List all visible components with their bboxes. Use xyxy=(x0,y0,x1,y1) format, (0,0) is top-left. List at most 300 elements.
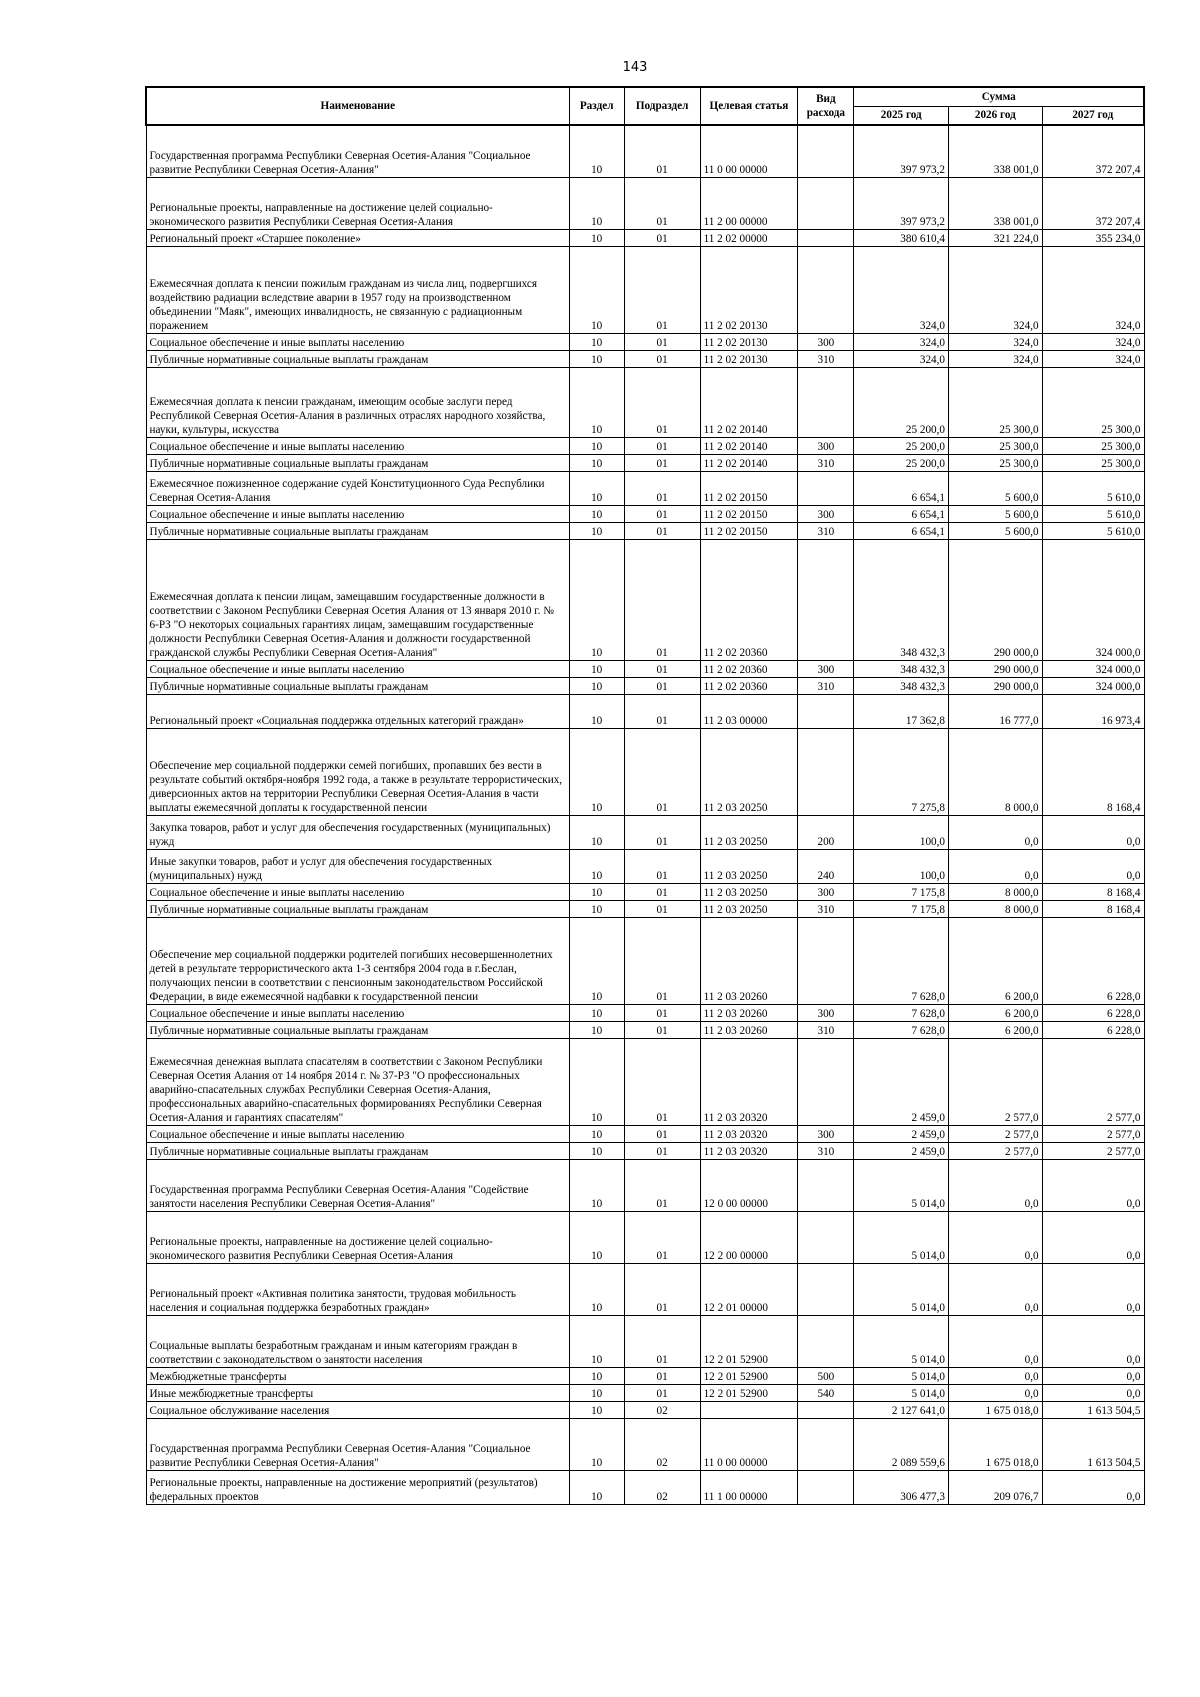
page-number: 143 xyxy=(622,60,648,75)
table-row xyxy=(146,1401,1144,1418)
cell-sum-2026: 25 300,0 xyxy=(949,437,1043,454)
cell-sum-2025: 6 654,1 xyxy=(854,522,949,539)
cell-podrazdel: 01 xyxy=(624,437,700,454)
table-row xyxy=(146,246,1144,333)
cell-podrazdel: 01 xyxy=(624,539,700,660)
cell-podrazdel: 01 xyxy=(624,471,700,505)
cell-razdel: 10 xyxy=(569,522,624,539)
cell-sum-2027: 372 207,4 xyxy=(1042,177,1144,229)
cell-sum-2027: 0,0 xyxy=(1042,1315,1144,1367)
cell-name: Социальное обеспечение и иные выплаты населению xyxy=(146,660,569,677)
cell-sum-2025: 25 200,0 xyxy=(854,454,949,471)
table-row xyxy=(146,1159,1144,1211)
cell-razdel: 10 xyxy=(569,1038,624,1125)
cell-podrazdel: 01 xyxy=(624,1315,700,1367)
table-row xyxy=(146,1211,1144,1263)
table-row xyxy=(146,505,1144,522)
cell-sum-2027: 1 613 504,5 xyxy=(1042,1418,1144,1470)
cell-target: 11 2 03 20320 xyxy=(700,1038,798,1125)
cell-sum-2026: 321 224,0 xyxy=(949,229,1043,246)
cell-target xyxy=(700,1401,798,1418)
cell-razdel: 10 xyxy=(569,849,624,883)
table-row xyxy=(146,900,1144,917)
cell-sum-2026: 25 300,0 xyxy=(949,454,1043,471)
cell-razdel: 10 xyxy=(569,900,624,917)
header-year-2026: 2026 год xyxy=(949,106,1043,125)
cell-target: 11 0 00 00000 xyxy=(700,125,798,177)
cell-expense: 310 xyxy=(798,677,854,694)
cell-expense: 300 xyxy=(798,883,854,900)
cell-podrazdel: 01 xyxy=(624,177,700,229)
cell-sum-2026: 0,0 xyxy=(949,1384,1043,1401)
table-row xyxy=(146,229,1144,246)
table-row xyxy=(146,1038,1144,1125)
cell-razdel: 10 xyxy=(569,1142,624,1159)
cell-name: Иные межбюджетные трансферты xyxy=(146,1384,569,1401)
cell-podrazdel: 01 xyxy=(624,728,700,815)
cell-expense xyxy=(798,1315,854,1367)
cell-sum-2026: 8 000,0 xyxy=(949,900,1043,917)
cell-expense xyxy=(798,1418,854,1470)
table-row xyxy=(146,1142,1144,1159)
cell-razdel: 10 xyxy=(569,728,624,815)
cell-razdel: 10 xyxy=(569,177,624,229)
cell-target: 11 2 03 20320 xyxy=(700,1125,798,1142)
table-row xyxy=(146,1384,1144,1401)
cell-sum-2026: 16 777,0 xyxy=(949,694,1043,728)
cell-expense: 310 xyxy=(798,522,854,539)
cell-sum-2027: 0,0 xyxy=(1042,1470,1144,1504)
cell-expense: 310 xyxy=(798,1021,854,1038)
cell-sum-2026: 324,0 xyxy=(949,333,1043,350)
cell-sum-2025: 2 459,0 xyxy=(854,1038,949,1125)
cell-target: 11 2 03 20260 xyxy=(700,1021,798,1038)
cell-target: 11 2 02 20360 xyxy=(700,660,798,677)
cell-target: 11 2 03 20250 xyxy=(700,883,798,900)
cell-target: 11 2 02 20150 xyxy=(700,522,798,539)
cell-target: 11 1 00 00000 xyxy=(700,1470,798,1504)
cell-name: Социальное обслуживание населения xyxy=(146,1401,569,1418)
cell-sum-2026: 338 001,0 xyxy=(949,125,1043,177)
cell-expense: 300 xyxy=(798,1004,854,1021)
cell-sum-2025: 380 610,4 xyxy=(854,229,949,246)
cell-expense xyxy=(798,728,854,815)
cell-sum-2026: 5 600,0 xyxy=(949,471,1043,505)
cell-razdel: 10 xyxy=(569,1211,624,1263)
cell-name: Региональный проект «Активная политика занятости, трудовая мобильность населения и социальная поддержка безработных граждан» xyxy=(146,1263,569,1315)
cell-sum-2026: 2 577,0 xyxy=(949,1125,1043,1142)
cell-name: Обеспечение мер социальной поддержки родителей погибших несовершеннолетних детей в результате террористического акта 1-3 сентября 2004 года в г.Беслан, получающих пенсии в соответствии с пенсионным законодательством Российской Федерации, в виде ежемесячной надбавки к государственной пенсии xyxy=(146,917,569,1004)
cell-razdel: 10 xyxy=(569,437,624,454)
cell-sum-2027: 0,0 xyxy=(1042,1159,1144,1211)
cell-razdel: 10 xyxy=(569,539,624,660)
cell-sum-2025: 348 432,3 xyxy=(854,539,949,660)
cell-expense: 540 xyxy=(798,1384,854,1401)
cell-sum-2025: 100,0 xyxy=(854,849,949,883)
table-row xyxy=(146,849,1144,883)
cell-sum-2027: 2 577,0 xyxy=(1042,1038,1144,1125)
cell-sum-2025: 348 432,3 xyxy=(854,660,949,677)
cell-expense xyxy=(798,1470,854,1504)
cell-razdel: 10 xyxy=(569,660,624,677)
cell-name: Публичные нормативные социальные выплаты гражданам xyxy=(146,900,569,917)
cell-name: Социальное обеспечение и иные выплаты населению xyxy=(146,437,569,454)
cell-name: Публичные нормативные социальные выплаты гражданам xyxy=(146,454,569,471)
cell-sum-2027: 8 168,4 xyxy=(1042,728,1144,815)
cell-name: Публичные нормативные социальные выплаты гражданам xyxy=(146,522,569,539)
cell-sum-2026: 2 577,0 xyxy=(949,1142,1043,1159)
cell-podrazdel: 01 xyxy=(624,333,700,350)
cell-expense xyxy=(798,1159,854,1211)
header-sum: Сумма xyxy=(854,87,1144,106)
cell-sum-2025: 7 275,8 xyxy=(854,728,949,815)
table-row xyxy=(146,539,1144,660)
cell-podrazdel: 01 xyxy=(624,1004,700,1021)
cell-podrazdel: 01 xyxy=(624,1021,700,1038)
cell-target: 11 2 02 00000 xyxy=(700,229,798,246)
cell-name: Ежемесячная доплата к пенсии лицам, замещавшим государственные должности в соответствии с Законом Республики Северная Осетия Алания от 13 января 2010 г. № 6-РЗ "О некоторых социальных гарантиях лицам, замещавшим государственные должности Республики Северная Осетия-Алания и должности государственной гражданской службы Республики Северная Осетия-Алания" xyxy=(146,539,569,660)
cell-expense: 310 xyxy=(798,1142,854,1159)
cell-name: Публичные нормативные социальные выплаты гражданам xyxy=(146,350,569,367)
cell-sum-2026: 25 300,0 xyxy=(949,367,1043,437)
table-row xyxy=(146,728,1144,815)
cell-target: 12 2 01 52900 xyxy=(700,1384,798,1401)
cell-razdel: 10 xyxy=(569,333,624,350)
cell-expense: 310 xyxy=(798,900,854,917)
cell-target: 11 2 03 20250 xyxy=(700,728,798,815)
cell-podrazdel: 01 xyxy=(624,454,700,471)
cell-name: Государственная программа Республики Северная Осетия-Алания "Содействие занятости населения Республики Северная Осетия-Алания" xyxy=(146,1159,569,1211)
cell-sum-2026: 209 076,7 xyxy=(949,1470,1043,1504)
cell-sum-2027: 355 234,0 xyxy=(1042,229,1144,246)
table-body xyxy=(146,125,1144,1504)
table-row xyxy=(146,883,1144,900)
table-row xyxy=(146,454,1144,471)
cell-name: Межбюджетные трансферты xyxy=(146,1367,569,1384)
cell-name: Обеспечение мер социальной поддержки семей погибших, пропавших без вести в результате событий октября-ноября 1992 года, а также в результате террористических, диверсионных актов на территории Республики Северная Осетия-Алания в части выплаты ежемесячной доплаты к государственной пенсии xyxy=(146,728,569,815)
cell-podrazdel: 01 xyxy=(624,660,700,677)
cell-target: 12 2 01 52900 xyxy=(700,1367,798,1384)
table-row xyxy=(146,437,1144,454)
cell-sum-2026: 0,0 xyxy=(949,1159,1043,1211)
table-row xyxy=(146,350,1144,367)
cell-target: 11 2 00 00000 xyxy=(700,177,798,229)
cell-sum-2025: 2 459,0 xyxy=(854,1125,949,1142)
cell-sum-2027: 0,0 xyxy=(1042,849,1144,883)
cell-target: 11 2 02 20140 xyxy=(700,367,798,437)
table-row xyxy=(146,1470,1144,1504)
cell-name: Публичные нормативные социальные выплаты гражданам xyxy=(146,677,569,694)
cell-sum-2027: 324 000,0 xyxy=(1042,677,1144,694)
table-row xyxy=(146,1263,1144,1315)
header-target: Целевая статья xyxy=(700,87,798,125)
cell-razdel: 10 xyxy=(569,125,624,177)
cell-sum-2025: 2 459,0 xyxy=(854,1142,949,1159)
cell-podrazdel: 01 xyxy=(624,917,700,1004)
cell-sum-2026: 0,0 xyxy=(949,1263,1043,1315)
cell-expense xyxy=(798,1263,854,1315)
cell-target: 11 2 02 20130 xyxy=(700,246,798,333)
cell-target: 11 2 02 20150 xyxy=(700,471,798,505)
cell-razdel: 10 xyxy=(569,917,624,1004)
table-header xyxy=(146,87,1144,125)
cell-target: 11 2 03 20260 xyxy=(700,1004,798,1021)
cell-expense xyxy=(798,177,854,229)
cell-sum-2026: 290 000,0 xyxy=(949,539,1043,660)
cell-sum-2026: 0,0 xyxy=(949,1315,1043,1367)
cell-name: Ежемесячная доплата к пенсии пожилым гражданам из числа лиц, подвергшихся воздействию радиации вследствие аварии в 1957 году на производственном объединении "Маяк", имеющих инвалидность, не связанную с радиационным поражением xyxy=(146,246,569,333)
cell-razdel: 10 xyxy=(569,471,624,505)
cell-name: Социальные выплаты безработным гражданам и иным категориям граждан в соответствии с законодательством о занятости населения xyxy=(146,1315,569,1367)
cell-expense xyxy=(798,1038,854,1125)
cell-name: Ежемесячная денежная выплата спасателям в соответствии с Законом Республики Северная Осетия Алания от 14 ноября 2014 г. № 37-РЗ "О профессиональных аварийно-спасательных службах Республики Северная Осетия-Алания, профессиональных аварийно-спасательных формированиях Республики Северная Осетия-Алания и гарантиях спасателям" xyxy=(146,1038,569,1125)
cell-razdel: 10 xyxy=(569,1418,624,1470)
cell-target: 12 2 01 00000 xyxy=(700,1263,798,1315)
cell-name: Публичные нормативные социальные выплаты гражданам xyxy=(146,1142,569,1159)
cell-expense: 300 xyxy=(798,437,854,454)
cell-name: Публичные нормативные социальные выплаты гражданам xyxy=(146,1021,569,1038)
cell-expense: 310 xyxy=(798,454,854,471)
cell-sum-2026: 0,0 xyxy=(949,815,1043,849)
cell-name: Региональный проект «Социальная поддержка отдельных категорий граждан» xyxy=(146,694,569,728)
cell-sum-2027: 372 207,4 xyxy=(1042,125,1144,177)
cell-name: Ежемесячное пожизненное содержание судей Конституционного Суда Республики Северная Осетия-Алания xyxy=(146,471,569,505)
cell-target: 11 2 03 20250 xyxy=(700,900,798,917)
cell-target: 11 2 03 20260 xyxy=(700,917,798,1004)
cell-expense xyxy=(798,471,854,505)
cell-sum-2025: 5 014,0 xyxy=(854,1211,949,1263)
cell-podrazdel: 01 xyxy=(624,1142,700,1159)
budget-table xyxy=(145,86,1145,1505)
cell-sum-2025: 2 127 641,0 xyxy=(854,1401,949,1418)
table-row xyxy=(146,1125,1144,1142)
cell-podrazdel: 01 xyxy=(624,849,700,883)
cell-sum-2026: 6 200,0 xyxy=(949,917,1043,1004)
cell-podrazdel: 02 xyxy=(624,1401,700,1418)
cell-sum-2026: 0,0 xyxy=(949,849,1043,883)
cell-expense: 300 xyxy=(798,660,854,677)
table-row xyxy=(146,1315,1144,1367)
cell-razdel: 10 xyxy=(569,1367,624,1384)
cell-target: 11 2 03 00000 xyxy=(700,694,798,728)
cell-sum-2025: 7 628,0 xyxy=(854,1021,949,1038)
header-year-2027: 2027 год xyxy=(1042,106,1144,125)
cell-sum-2026: 8 000,0 xyxy=(949,883,1043,900)
cell-sum-2027: 0,0 xyxy=(1042,1384,1144,1401)
cell-target: 11 2 03 20320 xyxy=(700,1142,798,1159)
cell-sum-2025: 348 432,3 xyxy=(854,677,949,694)
table-row xyxy=(146,677,1144,694)
cell-sum-2026: 0,0 xyxy=(949,1211,1043,1263)
cell-razdel: 10 xyxy=(569,815,624,849)
cell-name: Региональные проекты, направленные на достижение целей социально-экономического развития Республики Северная Осетия-Алания xyxy=(146,1211,569,1263)
cell-podrazdel: 01 xyxy=(624,1125,700,1142)
cell-sum-2026: 338 001,0 xyxy=(949,177,1043,229)
cell-sum-2027: 25 300,0 xyxy=(1042,437,1144,454)
cell-sum-2026: 5 600,0 xyxy=(949,522,1043,539)
cell-sum-2027: 6 228,0 xyxy=(1042,1004,1144,1021)
cell-podrazdel: 01 xyxy=(624,883,700,900)
cell-sum-2027: 1 613 504,5 xyxy=(1042,1401,1144,1418)
cell-sum-2027: 324 000,0 xyxy=(1042,660,1144,677)
cell-name: Ежемесячная доплата к пенсии гражданам, имеющим особые заслуги перед Республикой Северная Осетия-Алания в различных отраслях народного хозяйства, науки, культуры, искусства xyxy=(146,367,569,437)
cell-expense xyxy=(798,539,854,660)
cell-expense xyxy=(798,229,854,246)
cell-podrazdel: 01 xyxy=(624,522,700,539)
cell-name: Закупка товаров, работ и услуг для обеспечения государственных (муниципальных) нужд xyxy=(146,815,569,849)
cell-sum-2025: 7 175,8 xyxy=(854,900,949,917)
table-row xyxy=(146,1367,1144,1384)
cell-podrazdel: 01 xyxy=(624,815,700,849)
cell-sum-2025: 5 014,0 xyxy=(854,1315,949,1367)
header-expense: Вид расхода xyxy=(798,87,854,125)
cell-expense: 500 xyxy=(798,1367,854,1384)
cell-razdel: 10 xyxy=(569,1004,624,1021)
cell-podrazdel: 01 xyxy=(624,694,700,728)
cell-target: 11 2 03 20250 xyxy=(700,815,798,849)
cell-sum-2027: 2 577,0 xyxy=(1042,1142,1144,1159)
table-row xyxy=(146,660,1144,677)
cell-expense: 300 xyxy=(798,333,854,350)
cell-sum-2027: 25 300,0 xyxy=(1042,454,1144,471)
cell-name: Региональные проекты, направленные на достижение мероприятий (результатов) федеральных проектов xyxy=(146,1470,569,1504)
cell-sum-2025: 2 089 559,6 xyxy=(854,1418,949,1470)
cell-sum-2025: 5 014,0 xyxy=(854,1263,949,1315)
cell-sum-2025: 17 362,8 xyxy=(854,694,949,728)
table-row xyxy=(146,1418,1144,1470)
cell-sum-2026: 324,0 xyxy=(949,350,1043,367)
table-row xyxy=(146,815,1144,849)
cell-sum-2027: 5 610,0 xyxy=(1042,522,1144,539)
cell-podrazdel: 01 xyxy=(624,1263,700,1315)
cell-name: Иные закупки товаров, работ и услуг для обеспечения государственных (муниципальных) нужд xyxy=(146,849,569,883)
cell-sum-2025: 25 200,0 xyxy=(854,367,949,437)
cell-sum-2025: 324,0 xyxy=(854,350,949,367)
cell-podrazdel: 01 xyxy=(624,125,700,177)
cell-sum-2027: 5 610,0 xyxy=(1042,505,1144,522)
table-row xyxy=(146,333,1144,350)
cell-name: Региональные проекты, направленные на достижение целей социально-экономического развития Республики Северная Осетия-Алания xyxy=(146,177,569,229)
cell-expense xyxy=(798,1211,854,1263)
cell-sum-2025: 25 200,0 xyxy=(854,437,949,454)
cell-sum-2027: 0,0 xyxy=(1042,1263,1144,1315)
cell-name: Государственная программа Республики Северная Осетия-Алания "Социальное развитие Республики Северная Осетия-Алания" xyxy=(146,1418,569,1470)
cell-razdel: 10 xyxy=(569,1470,624,1504)
cell-sum-2025: 7 628,0 xyxy=(854,917,949,1004)
table-row xyxy=(146,125,1144,177)
table-row xyxy=(146,1021,1144,1038)
cell-sum-2025: 7 175,8 xyxy=(854,883,949,900)
cell-podrazdel: 01 xyxy=(624,677,700,694)
cell-sum-2026: 6 200,0 xyxy=(949,1021,1043,1038)
cell-sum-2026: 290 000,0 xyxy=(949,677,1043,694)
cell-sum-2025: 324,0 xyxy=(854,333,949,350)
cell-target: 11 2 02 20140 xyxy=(700,454,798,471)
cell-sum-2027: 0,0 xyxy=(1042,1211,1144,1263)
table-row xyxy=(146,471,1144,505)
cell-sum-2027: 16 973,4 xyxy=(1042,694,1144,728)
cell-target: 11 2 02 20140 xyxy=(700,437,798,454)
cell-sum-2027: 0,0 xyxy=(1042,815,1144,849)
cell-target: 12 2 01 52900 xyxy=(700,1315,798,1367)
cell-sum-2026: 2 577,0 xyxy=(949,1038,1043,1125)
cell-sum-2027: 5 610,0 xyxy=(1042,471,1144,505)
cell-razdel: 10 xyxy=(569,1159,624,1211)
cell-razdel: 10 xyxy=(569,1401,624,1418)
cell-name: Социальное обеспечение и иные выплаты населению xyxy=(146,1125,569,1142)
cell-podrazdel: 01 xyxy=(624,246,700,333)
cell-podrazdel: 01 xyxy=(624,1211,700,1263)
cell-expense xyxy=(798,1401,854,1418)
cell-sum-2027: 25 300,0 xyxy=(1042,367,1144,437)
cell-expense xyxy=(798,246,854,333)
cell-name: Социальное обеспечение и иные выплаты населению xyxy=(146,505,569,522)
cell-sum-2025: 306 477,3 xyxy=(854,1470,949,1504)
cell-expense xyxy=(798,694,854,728)
cell-expense: 310 xyxy=(798,350,854,367)
cell-sum-2027: 2 577,0 xyxy=(1042,1125,1144,1142)
cell-podrazdel: 02 xyxy=(624,1470,700,1504)
cell-razdel: 10 xyxy=(569,454,624,471)
cell-sum-2026: 6 200,0 xyxy=(949,1004,1043,1021)
cell-target: 11 2 02 20150 xyxy=(700,505,798,522)
cell-sum-2025: 5 014,0 xyxy=(854,1367,949,1384)
cell-target: 12 0 00 00000 xyxy=(700,1159,798,1211)
cell-target: 11 2 02 20360 xyxy=(700,539,798,660)
cell-podrazdel: 01 xyxy=(624,229,700,246)
cell-sum-2027: 324,0 xyxy=(1042,350,1144,367)
cell-target: 11 2 02 20130 xyxy=(700,350,798,367)
cell-razdel: 10 xyxy=(569,1263,624,1315)
cell-razdel: 10 xyxy=(569,1125,624,1142)
cell-sum-2026: 0,0 xyxy=(949,1367,1043,1384)
cell-razdel: 10 xyxy=(569,1315,624,1367)
cell-sum-2025: 397 973,2 xyxy=(854,125,949,177)
cell-sum-2027: 6 228,0 xyxy=(1042,1021,1144,1038)
table-row xyxy=(146,522,1144,539)
cell-name: Социальное обеспечение и иные выплаты населению xyxy=(146,333,569,350)
cell-podrazdel: 01 xyxy=(624,1159,700,1211)
cell-sum-2026: 5 600,0 xyxy=(949,505,1043,522)
cell-razdel: 10 xyxy=(569,883,624,900)
cell-podrazdel: 01 xyxy=(624,1384,700,1401)
cell-expense xyxy=(798,125,854,177)
cell-podrazdel: 02 xyxy=(624,1418,700,1470)
cell-target: 11 2 03 20250 xyxy=(700,849,798,883)
cell-razdel: 10 xyxy=(569,367,624,437)
cell-podrazdel: 01 xyxy=(624,367,700,437)
cell-expense: 200 xyxy=(798,815,854,849)
cell-sum-2025: 7 628,0 xyxy=(854,1004,949,1021)
cell-sum-2025: 397 973,2 xyxy=(854,177,949,229)
cell-sum-2026: 324,0 xyxy=(949,246,1043,333)
cell-razdel: 10 xyxy=(569,505,624,522)
cell-sum-2025: 5 014,0 xyxy=(854,1384,949,1401)
cell-target: 11 2 02 20130 xyxy=(700,333,798,350)
cell-name: Социальное обеспечение и иные выплаты населению xyxy=(146,1004,569,1021)
cell-sum-2026: 290 000,0 xyxy=(949,660,1043,677)
table-row xyxy=(146,1004,1144,1021)
cell-sum-2025: 324,0 xyxy=(854,246,949,333)
cell-razdel: 10 xyxy=(569,350,624,367)
cell-sum-2027: 324,0 xyxy=(1042,246,1144,333)
cell-target: 11 0 00 00000 xyxy=(700,1418,798,1470)
cell-sum-2025: 5 014,0 xyxy=(854,1159,949,1211)
cell-sum-2026: 8 000,0 xyxy=(949,728,1043,815)
cell-podrazdel: 01 xyxy=(624,1038,700,1125)
cell-name: Государственная программа Республики Северная Осетия-Алания "Социальное развитие Республики Северная Осетия-Алания" xyxy=(146,125,569,177)
cell-razdel: 10 xyxy=(569,677,624,694)
